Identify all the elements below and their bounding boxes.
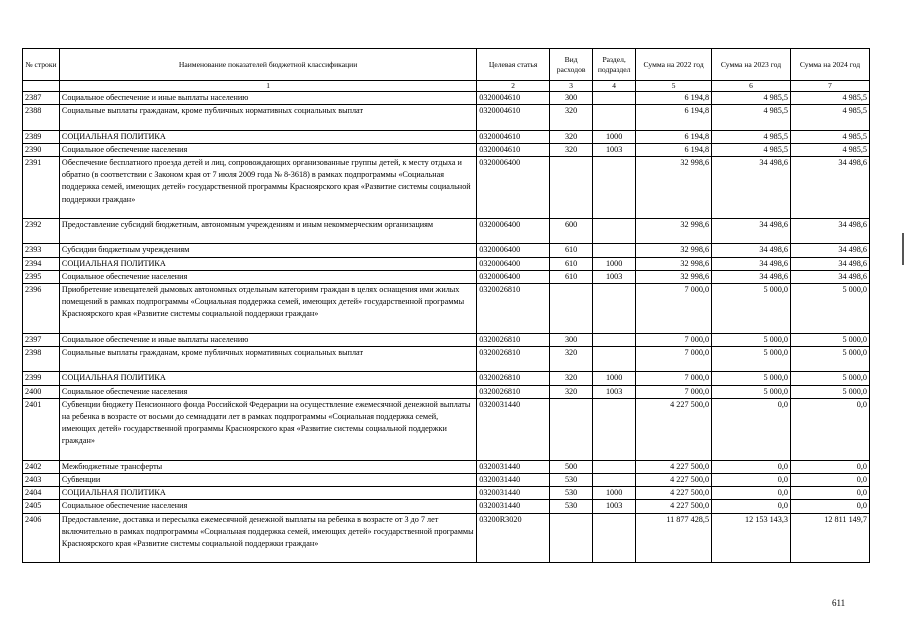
expense-type: 320 [550,347,593,372]
section-code: 1003 [593,500,636,513]
row-number: 2396 [23,284,60,334]
sum-2022: 32 998,6 [636,270,712,283]
header-expense-type: Вид расходов [550,49,593,81]
row-number: 2401 [23,398,60,460]
table-row [23,284,870,334]
header-name: Наименование показателей бюджетной классификации [59,49,476,81]
target-article: 0320006400 [477,219,550,244]
sum-2022: 6 194,8 [636,130,712,143]
indicator-name: Социальные выплаты гражданам, кроме публичных нормативных социальных выплат [59,105,476,130]
row-number: 2398 [23,347,60,372]
column-number: 7 [791,81,870,92]
sum-2023: 5 000,0 [712,385,791,398]
sum-2023: 34 498,6 [712,244,791,257]
row-number: 2390 [23,143,60,156]
column-number: 6 [712,81,791,92]
expense-type [550,398,593,460]
section-code: 1003 [593,143,636,156]
table-row [23,487,870,500]
table-row [23,130,870,143]
indicator-name: СОЦИАЛЬНАЯ ПОЛИТИКА [59,372,476,385]
column-number: 4 [593,81,636,92]
indicator-name: Предоставление субсидий бюджетным, автономным учреждениям и иным некоммерческим организациям [59,219,476,244]
table-row [23,500,870,513]
sum-2024: 4 985,5 [791,105,870,130]
target-article: 0320026810 [477,333,550,346]
sum-2022: 4 227 500,0 [636,500,712,513]
row-number: 2395 [23,270,60,283]
target-article: 0320004610 [477,130,550,143]
target-article: 0320004610 [477,143,550,156]
indicator-name: СОЦИАЛЬНАЯ ПОЛИТИКА [59,257,476,270]
indicator-name: Приобретение извещателей дымовых автономных отдельным категориям граждан в целях оснащения ими жилых помещений в рамках подпрограммы «Социальная поддержка семей, имеющих детей» государственной программы Красноярского края «Развитие системы социальной поддержки граждан» [59,284,476,334]
row-number: 2394 [23,257,60,270]
row-number: 2387 [23,92,60,105]
table-row [23,460,870,473]
expense-type [550,284,593,334]
sum-2022: 7 000,0 [636,372,712,385]
sum-2024: 5 000,0 [791,385,870,398]
sum-2023: 4 985,5 [712,105,791,130]
table-row [23,270,870,283]
expense-type: 300 [550,333,593,346]
header-sum-2023: Сумма на 2023 год [712,49,791,81]
column-numbers-row [23,81,870,92]
expense-type: 320 [550,143,593,156]
table-row [23,92,870,105]
sum-2022: 4 227 500,0 [636,460,712,473]
row-number: 2406 [23,513,60,563]
sum-2024: 0,0 [791,487,870,500]
sum-2023: 5 000,0 [712,333,791,346]
expense-type: 320 [550,105,593,130]
target-article: 03200R3020 [477,513,550,563]
indicator-name: Обеспечение бесплатного проезда детей и лиц, сопровождающих организованные группы детей, к месту отдыха и обратно (в соответствии с Законом края от 7 июля 2009 года № 8-3618) в рамках подпрограммы «Социальная поддержка семей, имеющих детей» государственной программы Красноярского края «Развитие системы социальной поддержки граждан» [59,157,476,219]
section-code [593,157,636,219]
table-row [23,474,870,487]
header-section: Раздел, подраздел [593,49,636,81]
row-number: 2403 [23,474,60,487]
sum-2024: 34 498,6 [791,270,870,283]
table-row [23,143,870,156]
column-number: 3 [550,81,593,92]
column-number: 5 [636,81,712,92]
table-row [23,398,870,460]
table-row [23,347,870,372]
indicator-name: Социальные выплаты гражданам, кроме публичных нормативных социальных выплат [59,347,476,372]
row-number: 2400 [23,385,60,398]
section-code: 1003 [593,270,636,283]
table-row [23,333,870,346]
indicator-name: Социальное обеспечение и иные выплаты населению [59,333,476,346]
expense-type: 530 [550,487,593,500]
target-article: 0320031440 [477,487,550,500]
sum-2023: 4 985,5 [712,92,791,105]
section-code [593,474,636,487]
table-header [23,49,870,81]
section-code: 1000 [593,130,636,143]
sum-2024: 5 000,0 [791,284,870,334]
row-number: 2404 [23,487,60,500]
sum-2022: 32 998,6 [636,219,712,244]
header-row-no: № строки [23,49,60,81]
table-row [23,105,870,130]
row-number: 2389 [23,130,60,143]
section-code [593,105,636,130]
indicator-name: Субсидии бюджетным учреждениям [59,244,476,257]
row-number: 2392 [23,219,60,244]
expense-type: 610 [550,270,593,283]
section-code: 1000 [593,487,636,500]
section-code [593,513,636,563]
indicator-name: Межбюджетные трансферты [59,460,476,473]
sum-2024: 34 498,6 [791,244,870,257]
target-article: 0320026810 [477,385,550,398]
table-row [23,372,870,385]
header-sum-2022: Сумма на 2022 год [636,49,712,81]
sum-2023: 34 498,6 [712,157,791,219]
sum-2024: 0,0 [791,460,870,473]
budget-table [22,48,870,563]
table-row [23,385,870,398]
sum-2022: 4 227 500,0 [636,487,712,500]
target-article: 0320006400 [477,270,550,283]
section-code [593,284,636,334]
sum-2023: 34 498,6 [712,257,791,270]
sum-2024: 0,0 [791,500,870,513]
target-article: 0320026810 [477,284,550,334]
column-number: 2 [477,81,550,92]
sum-2024: 4 985,5 [791,130,870,143]
sum-2022: 32 998,6 [636,244,712,257]
sum-2023: 0,0 [712,460,791,473]
section-code [593,92,636,105]
expense-type: 500 [550,460,593,473]
table-row [23,244,870,257]
sum-2022: 6 194,8 [636,92,712,105]
expense-type: 610 [550,257,593,270]
target-article: 0320026810 [477,347,550,372]
target-article: 0320031440 [477,474,550,487]
column-number [23,81,60,92]
sum-2024: 5 000,0 [791,372,870,385]
expense-type [550,513,593,563]
sum-2024: 34 498,6 [791,257,870,270]
expense-type: 600 [550,219,593,244]
sum-2024: 5 000,0 [791,333,870,346]
sum-2024: 34 498,6 [791,219,870,244]
target-article: 0320031440 [477,398,550,460]
target-article: 0320031440 [477,460,550,473]
expense-type [550,157,593,219]
sum-2022: 7 000,0 [636,385,712,398]
sum-2022: 6 194,8 [636,143,712,156]
target-article: 0320004610 [477,92,550,105]
sum-2023: 0,0 [712,398,791,460]
row-number: 2391 [23,157,60,219]
page-number: 611 [832,598,846,608]
table-body [23,81,870,563]
indicator-name: Предоставление, доставка и пересылка ежемесячной денежной выплаты на ребенка в возрасте от 3 до 7 лет включительно в рамках подпрограммы «Социальная поддержка семей, имеющих детей» государственной программы Красноярского края «Развитие системы социальной поддержки граждан» [59,513,476,563]
sum-2024: 4 985,5 [791,92,870,105]
expense-type: 320 [550,130,593,143]
target-article: 0320026810 [477,372,550,385]
indicator-name: СОЦИАЛЬНАЯ ПОЛИТИКА [59,130,476,143]
sum-2023: 5 000,0 [712,347,791,372]
indicator-name: Социальное обеспечение населения [59,500,476,513]
section-code [593,398,636,460]
column-number: 1 [59,81,476,92]
sum-2023: 34 498,6 [712,270,791,283]
sum-2022: 11 877 428,5 [636,513,712,563]
sum-2022: 6 194,8 [636,105,712,130]
row-number: 2393 [23,244,60,257]
expense-type: 530 [550,500,593,513]
row-number: 2397 [23,333,60,346]
sum-2022: 7 000,0 [636,284,712,334]
target-article: 0320031440 [477,500,550,513]
target-article: 0320006400 [477,244,550,257]
sum-2024: 34 498,6 [791,157,870,219]
row-number: 2402 [23,460,60,473]
sum-2023: 4 985,5 [712,130,791,143]
sum-2024: 12 811 149,7 [791,513,870,563]
sum-2023: 0,0 [712,474,791,487]
sum-2022: 32 998,6 [636,257,712,270]
table-row [23,513,870,563]
indicator-name: Социальное обеспечение населения [59,270,476,283]
sum-2023: 0,0 [712,500,791,513]
row-number: 2388 [23,105,60,130]
section-code [593,333,636,346]
table-row [23,157,870,219]
expense-type: 300 [550,92,593,105]
table-row [23,219,870,244]
section-code: 1000 [593,372,636,385]
section-code: 1003 [593,385,636,398]
expense-type: 320 [550,385,593,398]
expense-type: 530 [550,474,593,487]
indicator-name: СОЦИАЛЬНАЯ ПОЛИТИКА [59,487,476,500]
target-article: 0320004610 [477,105,550,130]
sum-2023: 4 985,5 [712,143,791,156]
sum-2022: 7 000,0 [636,347,712,372]
indicator-name: Социальное обеспечение и иные выплаты населению [59,92,476,105]
row-number: 2405 [23,500,60,513]
row-number: 2399 [23,372,60,385]
sum-2023: 5 000,0 [712,284,791,334]
indicator-name: Социальное обеспечение населения [59,385,476,398]
section-code [593,244,636,257]
header-sum-2024: Сумма на 2024 год [791,49,870,81]
sum-2023: 34 498,6 [712,219,791,244]
expense-type: 320 [550,372,593,385]
table-row [23,257,870,270]
sum-2023: 12 153 143,3 [712,513,791,563]
sum-2024: 0,0 [791,398,870,460]
section-code: 1000 [593,257,636,270]
sum-2023: 5 000,0 [712,372,791,385]
indicator-name: Субвенции [59,474,476,487]
sum-2022: 4 227 500,0 [636,398,712,460]
section-code [593,347,636,372]
sum-2022: 32 998,6 [636,157,712,219]
indicator-name: Социальное обеспечение населения [59,143,476,156]
sum-2023: 0,0 [712,487,791,500]
sum-2024: 5 000,0 [791,347,870,372]
expense-type: 610 [550,244,593,257]
indicator-name: Субвенции бюджету Пенсионного фонда Российской Федерации на осуществление ежемесячной денежной выплаты на ребенка в возрасте от восьми до семнадцати лет в рамках подпрограммы «Социальная поддержка семей, имеющих детей» государственной программы Красноярского края «Развитие системы социальной поддержки граждан» [59,398,476,460]
sum-2022: 4 227 500,0 [636,474,712,487]
target-article: 0320006400 [477,257,550,270]
target-article: 0320006400 [477,157,550,219]
sum-2024: 4 985,5 [791,143,870,156]
header-target-article: Целевая статья [477,49,550,81]
section-code [593,460,636,473]
sum-2024: 0,0 [791,474,870,487]
section-code [593,219,636,244]
sum-2022: 7 000,0 [636,333,712,346]
